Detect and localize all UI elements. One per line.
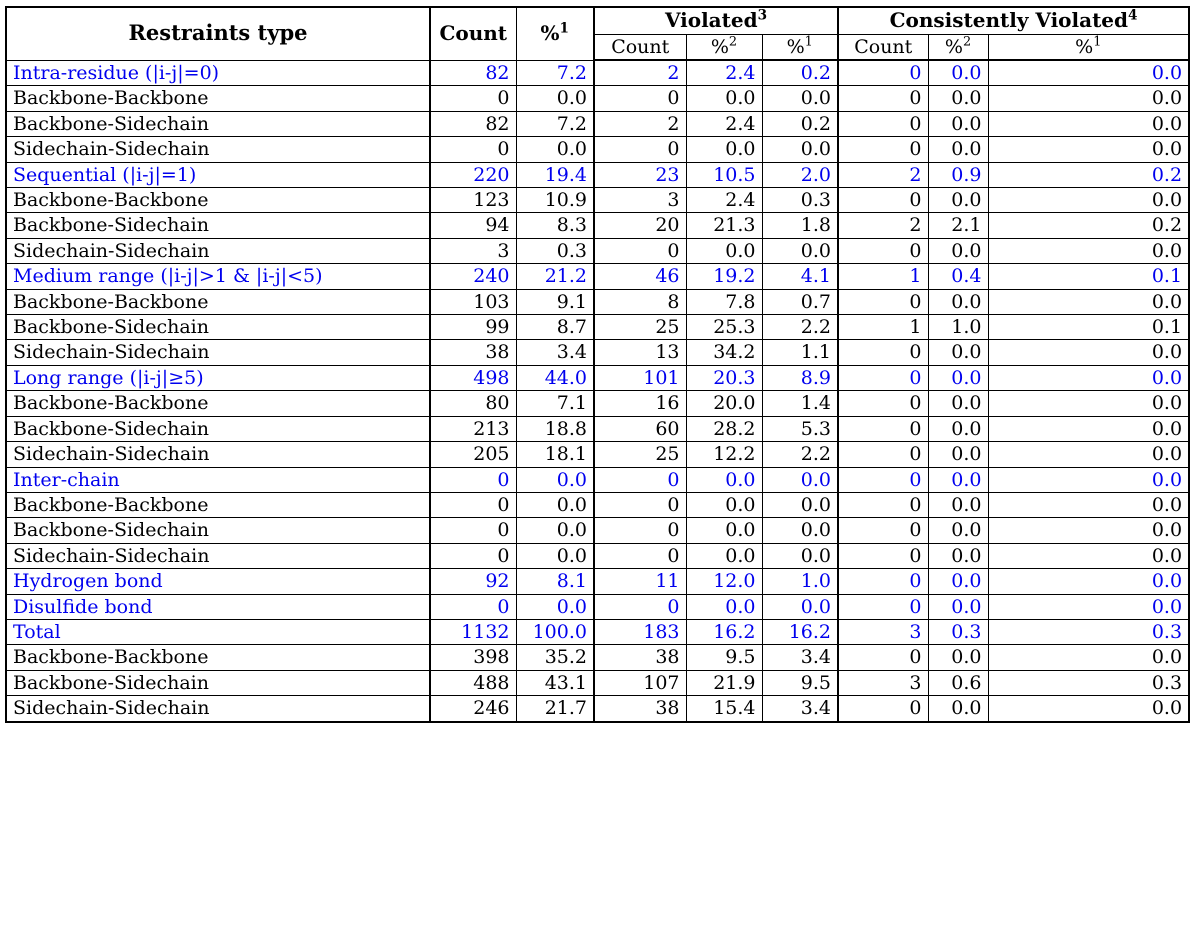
row-percent-1: 0.0 [516,518,594,543]
header-percent-1-symbol: % [540,20,560,45]
table-row [6,365,1189,390]
row-consistent-percent-2: 0.0 [928,467,988,492]
header-consistent-count: Count [838,34,928,60]
row-count: 220 [430,162,516,187]
row-count: 0 [430,518,516,543]
row-consistent-percent-2: 0.0 [928,696,988,722]
header-consistently-violated [838,7,1189,34]
row-consistent-percent-2: 2.1 [928,213,988,238]
row-percent-1: 8.3 [516,213,594,238]
row-consistent-count: 0 [838,289,928,314]
row-consistent-count: 0 [838,492,928,517]
header-percent-1-footnote: 1 [559,20,569,37]
row-consistent-count: 0 [838,365,928,390]
row-count: 92 [430,569,516,594]
row-violated-percent-2: 9.5 [686,645,762,670]
row-violated-percent-2: 20.0 [686,391,762,416]
row-violated-percent-2: 7.8 [686,289,762,314]
row-consistent-percent-2: 0.0 [928,289,988,314]
row-label: Hydrogen bond [6,569,430,594]
row-count: 0 [430,594,516,619]
row-violated-count: 46 [594,264,686,289]
row-consistent-percent-1: 0.0 [988,289,1189,314]
row-consistent-percent-2: 1.0 [928,315,988,340]
row-count: 0 [430,467,516,492]
table-header [6,7,1189,60]
row-consistent-percent-2: 0.0 [928,188,988,213]
row-percent-1: 19.4 [516,162,594,187]
row-consistent-percent-1: 0.0 [988,543,1189,568]
table-row [6,162,1189,187]
row-label: Backbone-Backbone [6,492,430,517]
row-percent-1: 44.0 [516,365,594,390]
row-violated-count: 0 [594,467,686,492]
row-consistent-count: 0 [838,188,928,213]
row-percent-1: 10.9 [516,188,594,213]
row-violated-percent-2: 0.0 [686,467,762,492]
row-count: 80 [430,391,516,416]
header-consistent-percent-1-symbol: % [1075,35,1094,58]
row-violated-percent-1: 16.2 [762,619,838,644]
row-consistent-percent-2: 0.0 [928,594,988,619]
header-consistent-percent-1 [988,34,1189,60]
row-percent-1: 0.0 [516,492,594,517]
table-row [6,86,1189,111]
table-row [6,60,1189,86]
row-label: Backbone-Sidechain [6,111,430,136]
row-consistent-percent-1: 0.0 [988,365,1189,390]
row-consistent-percent-2: 0.0 [928,391,988,416]
table-row [6,188,1189,213]
row-violated-percent-1: 2.2 [762,315,838,340]
row-violated-percent-2: 10.5 [686,162,762,187]
table-body [6,60,1189,722]
header-violated-percent-2-footnote: 2 [728,34,738,50]
row-violated-percent-2: 21.3 [686,213,762,238]
row-label: Backbone-Backbone [6,86,430,111]
row-consistent-percent-1: 0.0 [988,391,1189,416]
header-consistently-violated-label: Consistently Violated [889,8,1129,32]
row-percent-1: 21.7 [516,696,594,722]
row-consistent-percent-1: 0.0 [988,645,1189,670]
row-consistent-percent-1: 0.0 [988,340,1189,365]
row-consistent-count: 0 [838,416,928,441]
row-violated-count: 0 [594,543,686,568]
table-row [6,137,1189,162]
row-percent-1: 0.0 [516,86,594,111]
row-consistent-percent-2: 0.6 [928,670,988,695]
header-consistent-percent-1-footnote: 1 [1093,34,1102,50]
row-violated-percent-2: 16.2 [686,619,762,644]
row-label: Total [6,619,430,644]
row-count: 82 [430,111,516,136]
row-count: 246 [430,696,516,722]
row-violated-count: 2 [594,60,686,86]
row-count: 205 [430,442,516,467]
row-consistent-percent-1: 0.0 [988,594,1189,619]
row-consistent-percent-1: 0.0 [988,188,1189,213]
row-count: 498 [430,365,516,390]
row-consistent-percent-1: 0.0 [988,86,1189,111]
row-violated-percent-2: 12.2 [686,442,762,467]
row-consistent-percent-1: 0.0 [988,492,1189,517]
table-row [6,391,1189,416]
row-violated-percent-1: 0.0 [762,467,838,492]
table-row [6,569,1189,594]
row-consistent-percent-1: 0.3 [988,619,1189,644]
row-consistent-count: 0 [838,111,928,136]
row-violated-percent-2: 0.0 [686,137,762,162]
row-percent-1: 7.2 [516,60,594,86]
row-consistent-percent-1: 0.0 [988,111,1189,136]
row-consistent-percent-2: 0.0 [928,569,988,594]
row-violated-percent-1: 0.2 [762,60,838,86]
row-consistent-count: 0 [838,442,928,467]
row-consistent-percent-2: 0.0 [928,111,988,136]
row-violated-percent-2: 0.0 [686,543,762,568]
row-count: 0 [430,543,516,568]
row-violated-percent-1: 2.2 [762,442,838,467]
row-violated-percent-2: 0.0 [686,86,762,111]
table-row [6,416,1189,441]
row-percent-1: 8.1 [516,569,594,594]
row-consistent-count: 0 [838,569,928,594]
row-consistent-percent-2: 0.9 [928,162,988,187]
row-violated-percent-1: 1.1 [762,340,838,365]
row-label: Disulfide bond [6,594,430,619]
row-count: 488 [430,670,516,695]
row-label: Sidechain-Sidechain [6,543,430,568]
row-consistent-percent-2: 0.0 [928,60,988,86]
header-consistent-percent-2-symbol: % [944,35,963,58]
row-count: 213 [430,416,516,441]
row-violated-percent-2: 21.9 [686,670,762,695]
row-percent-1: 0.3 [516,238,594,263]
row-violated-count: 0 [594,137,686,162]
row-consistent-count: 0 [838,594,928,619]
row-violated-count: 2 [594,111,686,136]
row-consistent-percent-2: 0.0 [928,442,988,467]
row-consistent-count: 0 [838,86,928,111]
row-violated-percent-1: 0.2 [762,111,838,136]
row-violated-percent-1: 5.3 [762,416,838,441]
table-row [6,619,1189,644]
row-violated-percent-1: 1.4 [762,391,838,416]
row-consistent-count: 3 [838,619,928,644]
row-percent-1: 0.0 [516,594,594,619]
row-consistent-count: 0 [838,60,928,86]
row-violated-percent-2: 2.4 [686,111,762,136]
row-label: Sidechain-Sidechain [6,340,430,365]
row-violated-percent-2: 0.0 [686,518,762,543]
row-violated-count: 0 [594,86,686,111]
row-consistent-count: 2 [838,213,928,238]
row-consistent-percent-1: 0.0 [988,137,1189,162]
row-violated-percent-2: 15.4 [686,696,762,722]
row-consistent-percent-1: 0.0 [988,467,1189,492]
header-consistently-violated-footnote: 4 [1128,7,1138,24]
row-violated-percent-1: 9.5 [762,670,838,695]
row-consistent-percent-2: 0.3 [928,619,988,644]
row-consistent-percent-1: 0.1 [988,315,1189,340]
row-violated-percent-2: 34.2 [686,340,762,365]
row-consistent-percent-1: 0.3 [988,670,1189,695]
header-violated-footnote: 3 [757,7,768,24]
row-count: 0 [430,86,516,111]
table-row [6,467,1189,492]
header-violated-percent-2 [686,34,762,60]
row-consistent-percent-2: 0.0 [928,416,988,441]
row-count: 398 [430,645,516,670]
row-violated-count: 0 [594,518,686,543]
table-row [6,594,1189,619]
row-count: 0 [430,492,516,517]
row-violated-percent-1: 0.0 [762,594,838,619]
row-violated-count: 38 [594,696,686,722]
row-label: Sidechain-Sidechain [6,442,430,467]
row-label: Backbone-Backbone [6,391,430,416]
row-consistent-count: 0 [838,645,928,670]
row-violated-percent-2: 28.2 [686,416,762,441]
table-row [6,696,1189,722]
row-consistent-count: 0 [838,391,928,416]
row-consistent-count: 0 [838,696,928,722]
header-percent-1 [516,7,594,60]
row-consistent-percent-1: 0.0 [988,569,1189,594]
row-violated-count: 13 [594,340,686,365]
header-violated-percent-2-symbol: % [710,35,729,58]
restraints-statistics-table [5,6,1190,723]
header-restraints-type: Restraints type [6,7,430,60]
row-percent-1: 18.1 [516,442,594,467]
header-count: Count [430,7,516,60]
row-violated-count: 20 [594,213,686,238]
row-violated-count: 0 [594,492,686,517]
row-consistent-percent-2: 0.0 [928,645,988,670]
row-violated-percent-1: 1.8 [762,213,838,238]
row-consistent-percent-1: 0.0 [988,238,1189,263]
row-label: Backbone-Sidechain [6,315,430,340]
row-label: Medium range (|i-j|>1 & |i-j|<5) [6,264,430,289]
row-violated-percent-1: 8.9 [762,365,838,390]
row-consistent-count: 0 [838,137,928,162]
row-label: Inter-chain [6,467,430,492]
row-violated-percent-1: 0.0 [762,86,838,111]
table-row [6,111,1189,136]
row-violated-percent-1: 3.4 [762,696,838,722]
table-row [6,289,1189,314]
row-consistent-count: 0 [838,543,928,568]
row-label: Intra-residue (|i-j|=0) [6,60,430,86]
row-label: Backbone-Sidechain [6,213,430,238]
row-violated-count: 0 [594,594,686,619]
header-consistent-percent-2 [928,34,988,60]
row-violated-percent-1: 1.0 [762,569,838,594]
row-violated-percent-1: 4.1 [762,264,838,289]
table-row [6,442,1189,467]
row-consistent-percent-2: 0.0 [928,340,988,365]
row-consistent-percent-1: 0.0 [988,518,1189,543]
row-violated-count: 101 [594,365,686,390]
row-violated-count: 23 [594,162,686,187]
row-percent-1: 7.2 [516,111,594,136]
table-row [6,518,1189,543]
row-consistent-percent-1: 0.2 [988,213,1189,238]
row-violated-percent-2: 19.2 [686,264,762,289]
header-violated-label: Violated [664,8,758,32]
row-consistent-percent-1: 0.2 [988,162,1189,187]
row-percent-1: 0.0 [516,467,594,492]
row-violated-count: 183 [594,619,686,644]
row-label: Backbone-Sidechain [6,416,430,441]
header-violated-percent-1 [762,34,838,60]
table-row [6,238,1189,263]
row-violated-percent-1: 0.0 [762,518,838,543]
row-violated-count: 3 [594,188,686,213]
row-consistent-percent-2: 0.0 [928,492,988,517]
row-violated-percent-1: 2.0 [762,162,838,187]
row-consistent-percent-2: 0.0 [928,518,988,543]
row-violated-percent-2: 12.0 [686,569,762,594]
row-violated-percent-1: 0.3 [762,188,838,213]
row-violated-count: 25 [594,442,686,467]
row-violated-count: 25 [594,315,686,340]
row-consistent-count: 0 [838,467,928,492]
row-label: Long range (|i-j|≥5) [6,365,430,390]
row-consistent-percent-2: 0.4 [928,264,988,289]
row-count: 1132 [430,619,516,644]
row-violated-count: 38 [594,645,686,670]
row-violated-percent-1: 0.7 [762,289,838,314]
header-consistent-percent-2-footnote: 2 [962,34,972,50]
row-percent-1: 18.8 [516,416,594,441]
row-violated-count: 0 [594,238,686,263]
row-violated-percent-2: 2.4 [686,60,762,86]
row-count: 3 [430,238,516,263]
row-consistent-percent-2: 0.0 [928,543,988,568]
row-consistent-percent-1: 0.0 [988,442,1189,467]
table-row [6,315,1189,340]
table-row [6,340,1189,365]
row-label: Backbone-Backbone [6,645,430,670]
row-violated-count: 60 [594,416,686,441]
row-violated-percent-2: 2.4 [686,188,762,213]
row-consistent-count: 0 [838,340,928,365]
row-percent-1: 3.4 [516,340,594,365]
row-percent-1: 35.2 [516,645,594,670]
row-consistent-count: 1 [838,315,928,340]
row-violated-count: 8 [594,289,686,314]
table-row [6,264,1189,289]
table-row [6,492,1189,517]
row-count: 99 [430,315,516,340]
header-violated [594,7,838,34]
header-violated-percent-1-symbol: % [786,35,805,58]
row-label: Sidechain-Sidechain [6,238,430,263]
row-consistent-count: 1 [838,264,928,289]
row-violated-percent-1: 0.0 [762,543,838,568]
row-violated-percent-2: 0.0 [686,594,762,619]
row-consistent-percent-2: 0.0 [928,137,988,162]
row-percent-1: 8.7 [516,315,594,340]
row-count: 240 [430,264,516,289]
header-row-top [6,7,1189,34]
row-label: Sidechain-Sidechain [6,696,430,722]
row-percent-1: 21.2 [516,264,594,289]
row-violated-count: 11 [594,569,686,594]
row-violated-percent-1: 3.4 [762,645,838,670]
row-count: 0 [430,137,516,162]
row-label: Sidechain-Sidechain [6,137,430,162]
row-violated-percent-2: 0.0 [686,238,762,263]
table-row [6,213,1189,238]
row-consistent-percent-1: 0.0 [988,696,1189,722]
row-consistent-percent-1: 0.1 [988,264,1189,289]
header-violated-count: Count [594,34,686,60]
row-label: Backbone-Backbone [6,289,430,314]
row-violated-percent-2: 20.3 [686,365,762,390]
row-consistent-percent-1: 0.0 [988,60,1189,86]
table-row [6,670,1189,695]
row-violated-percent-2: 0.0 [686,492,762,517]
row-label: Backbone-Backbone [6,188,430,213]
row-consistent-percent-1: 0.0 [988,416,1189,441]
row-percent-1: 0.0 [516,543,594,568]
row-consistent-percent-2: 0.0 [928,238,988,263]
row-count: 82 [430,60,516,86]
row-violated-percent-2: 25.3 [686,315,762,340]
row-percent-1: 7.1 [516,391,594,416]
row-count: 123 [430,188,516,213]
row-label: Backbone-Sidechain [6,518,430,543]
row-violated-percent-1: 0.0 [762,137,838,162]
row-violated-count: 107 [594,670,686,695]
row-percent-1: 9.1 [516,289,594,314]
row-percent-1: 100.0 [516,619,594,644]
row-percent-1: 0.0 [516,137,594,162]
row-count: 94 [430,213,516,238]
row-label: Backbone-Sidechain [6,670,430,695]
row-violated-count: 16 [594,391,686,416]
row-violated-percent-1: 0.0 [762,492,838,517]
row-percent-1: 43.1 [516,670,594,695]
row-count: 103 [430,289,516,314]
row-consistent-count: 3 [838,670,928,695]
row-consistent-count: 0 [838,518,928,543]
table-row [6,543,1189,568]
row-consistent-percent-2: 0.0 [928,86,988,111]
row-consistent-count: 2 [838,162,928,187]
row-violated-percent-1: 0.0 [762,238,838,263]
table-row [6,645,1189,670]
header-violated-percent-1-footnote: 1 [804,34,813,50]
row-label: Sequential (|i-j|=1) [6,162,430,187]
row-count: 38 [430,340,516,365]
row-consistent-count: 0 [838,238,928,263]
row-consistent-percent-2: 0.0 [928,365,988,390]
